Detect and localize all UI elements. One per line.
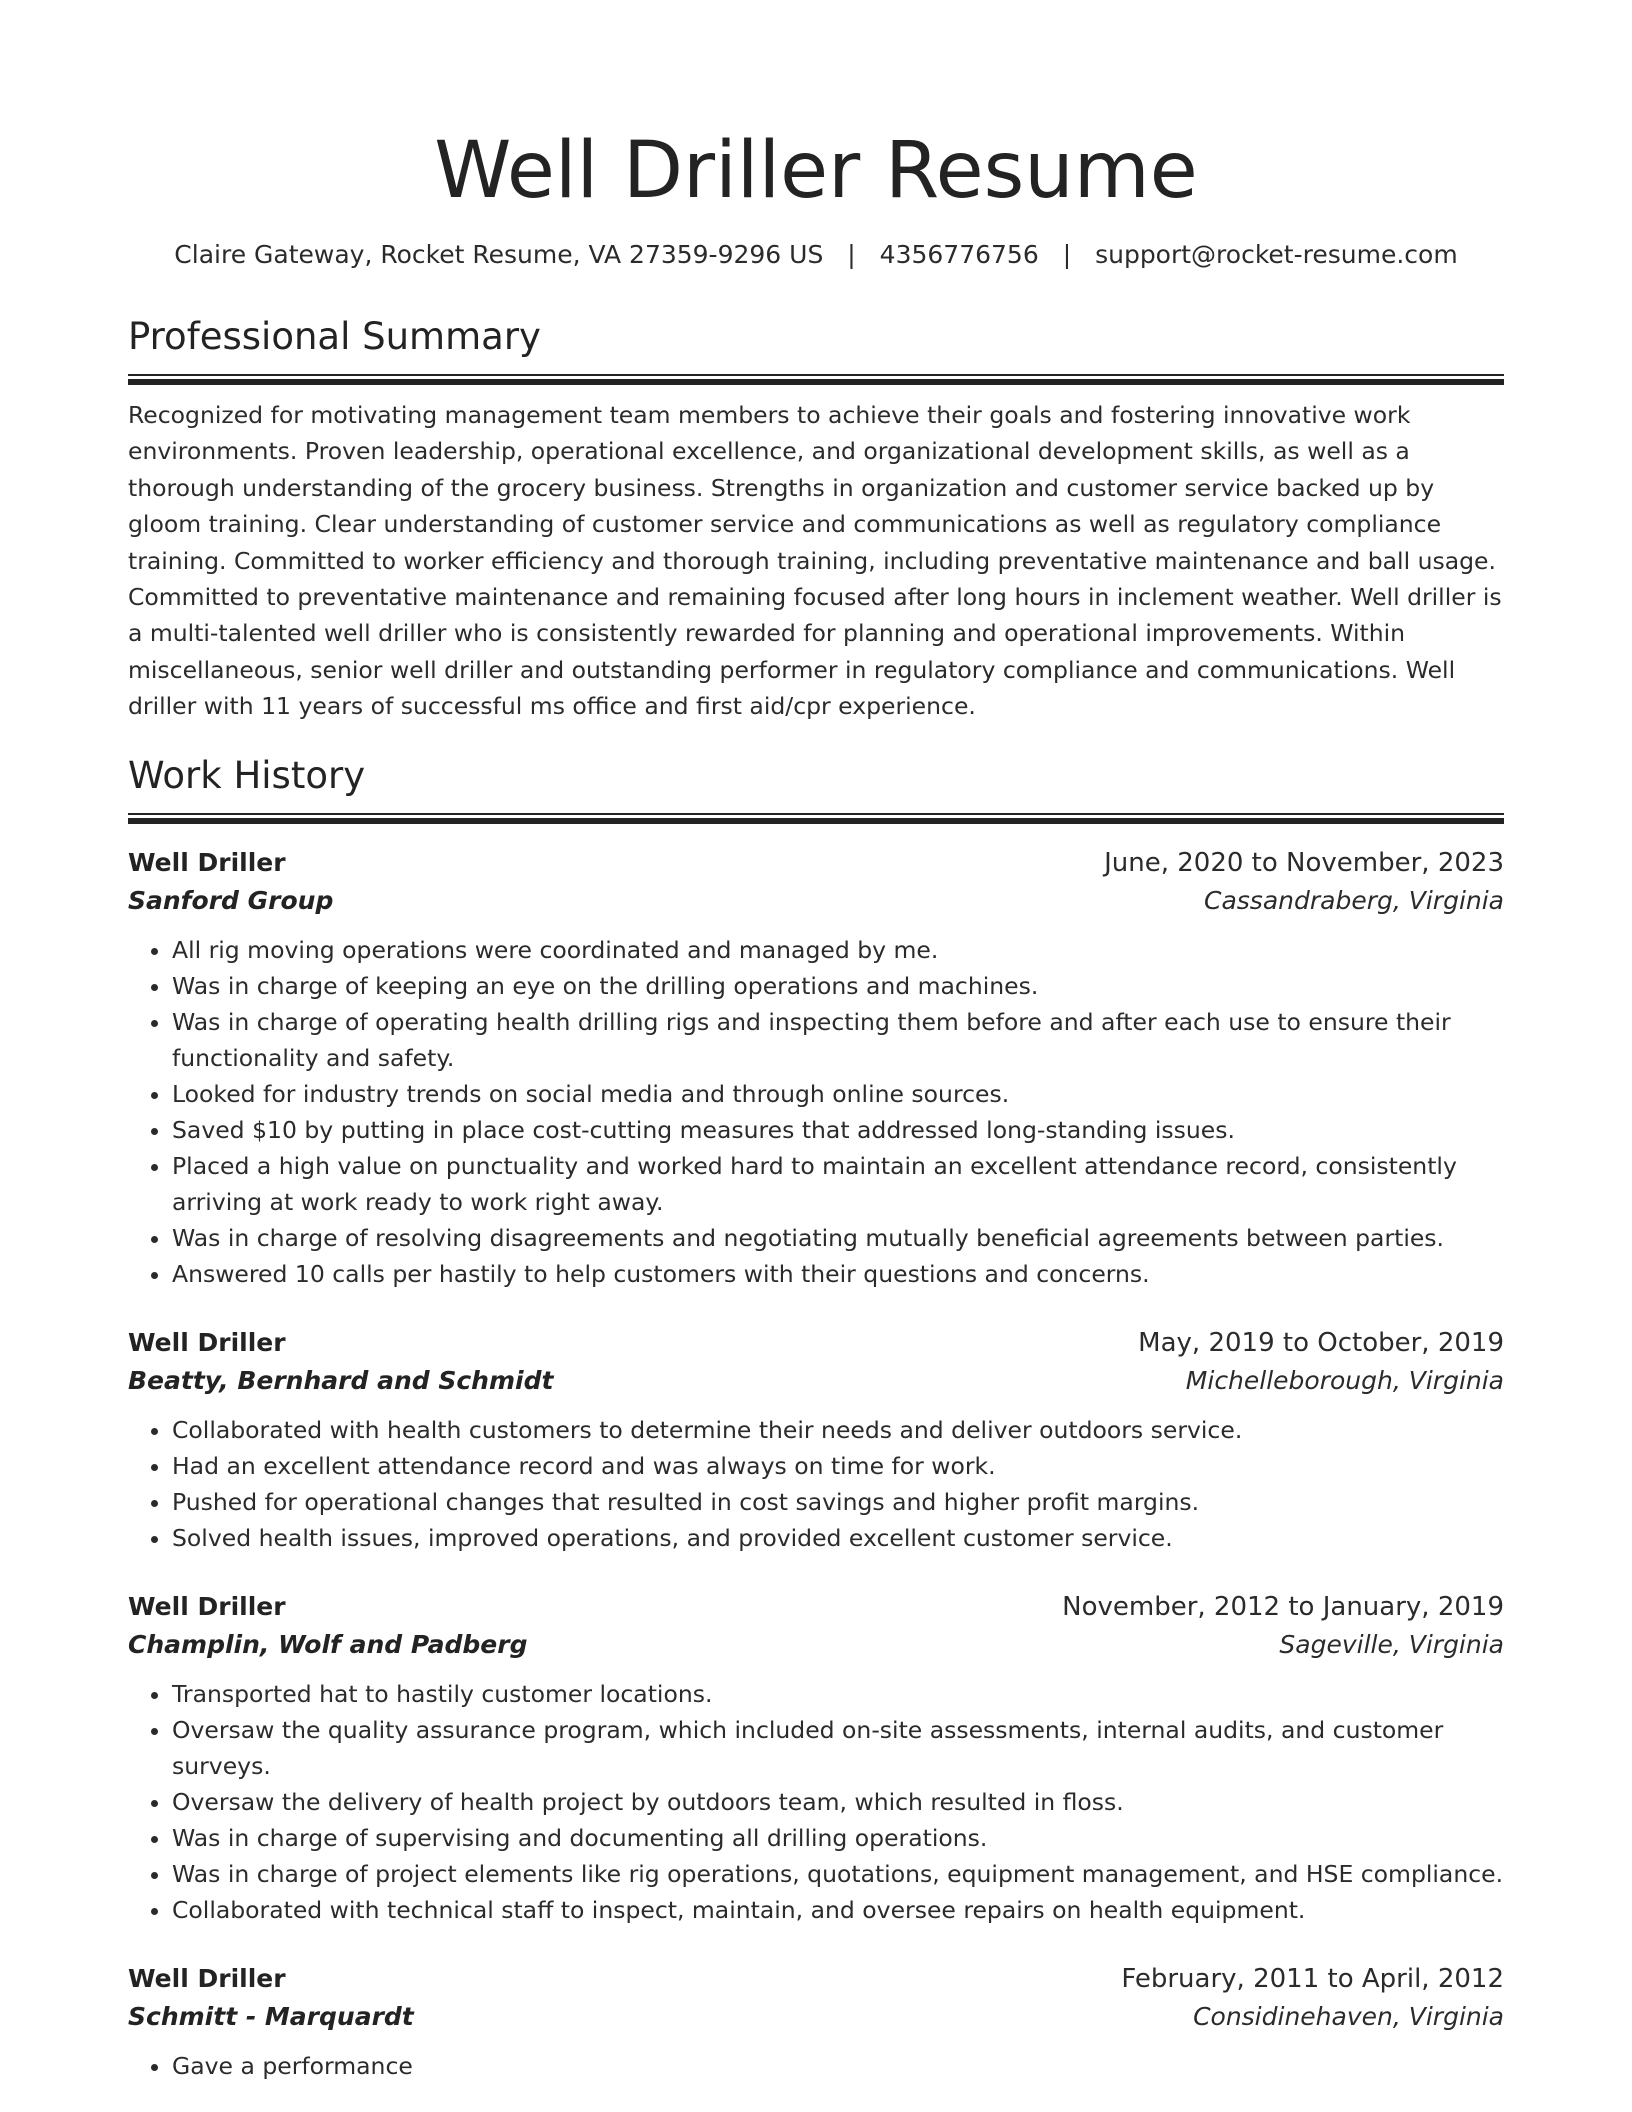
job-bullet-list	[128, 932, 1504, 1292]
summary-text: Recognized for motivating management team members to achieve their goals and fostering innovative work environments. Proven leadership, operational excellence, and organizational development skills, as well as a thorough understanding of the grocery business. Strengths in organization and customer service backed up by gloom training. Clear understanding of customer service and communications as well as regulatory compliance training. Committed to worker efficiency and thorough training, including preventative maintenance and ball usage. Committed to preventative maintenance and remaining focused after long hours in inclement weather. Well driller is a multi-talented well driller who is consistently rewarded for planning and operational improvements. Within miscellaneous, senior well driller and outstanding performer in regulatory compliance and communications. Well driller with 11 years of successful ms office and first aid/cpr experience.	[128, 401, 1502, 721]
job-company-row	[128, 1998, 1504, 2036]
job-header-row	[128, 1588, 1504, 1626]
contact-phone: 4356776756	[879, 240, 1039, 269]
job-title: Well Driller	[128, 1591, 286, 1621]
job-company: Beatty, Bernhard and Schmidt	[128, 1365, 554, 1395]
job-location: Cassandraberg, Virginia	[1204, 885, 1504, 915]
contact-address: Claire Gateway, Rocket Resume, VA 27359-9296 US	[174, 240, 824, 269]
job-company-row	[128, 1362, 1504, 1400]
list-item: • Was in charge of supervising and documenting all drilling operations.	[172, 1820, 1504, 1856]
job-location: Sageville, Virginia	[1279, 1629, 1504, 1659]
list-item: • Looked for industry trends on social media and through online sources.	[172, 1076, 1504, 1112]
contact-email: support@rocket-resume.com	[1095, 240, 1458, 269]
job-bullet-list	[128, 1676, 1504, 1928]
list-item: • Answered 10 calls per hastily to help customers with their questions and concerns.	[172, 1256, 1504, 1292]
list-item: • Collaborated with health customers to determine their needs and deliver outdoors service.	[172, 1412, 1504, 1448]
list-item: • Was in charge of resolving disagreements and negotiating mutually beneficial agreements between parties.	[172, 1220, 1504, 1256]
job-header-row	[128, 844, 1504, 882]
job-company-row	[128, 882, 1504, 920]
work-history-list	[128, 844, 1504, 2084]
list-item: • Collaborated with technical staff to inspect, maintain, and oversee repairs on health equipment.	[172, 1892, 1504, 1928]
list-item: • Transported hat to hastily customer locations.	[172, 1676, 1504, 1712]
list-item: • Was in charge of project elements like rig operations, quotations, equipment management, and HSE compliance.	[172, 1856, 1504, 1892]
contact-separator: |	[847, 240, 856, 269]
job-company: Schmitt - Marquardt	[128, 2001, 414, 2031]
resume-title: Well Driller Resume	[434, 126, 1198, 216]
job-title: Well Driller	[128, 847, 286, 877]
job-title: Well Driller	[128, 1963, 286, 1993]
job-company: Champlin, Wolf and Padberg	[128, 1629, 528, 1659]
contact-separator: |	[1062, 240, 1072, 269]
job-dates: June, 2020 to November, 2023	[1104, 847, 1504, 878]
job-dates: February, 2011 to April, 2012	[1121, 1963, 1504, 1994]
work-history-heading: Work History	[128, 753, 366, 797]
job-entry	[128, 844, 1504, 1292]
job-dates: May, 2019 to October, 2019	[1138, 1327, 1504, 1358]
job-location: Considinehaven, Virginia	[1193, 2001, 1504, 2031]
list-item: • All rig moving operations were coordinated and managed by me.	[172, 932, 1504, 968]
list-item: • Placed a high value on punctuality and worked hard to maintain an excellent attendance record, consistently arriving at work ready to work right away.	[172, 1148, 1504, 1220]
job-entry	[128, 1588, 1504, 1928]
list-item: • Solved health issues, improved operations, and provided excellent customer service.	[172, 1520, 1504, 1556]
contact-line	[128, 238, 1504, 272]
list-item: • Oversaw the quality assurance program, which included on-site assessments, internal audits, and customer surveys.	[172, 1712, 1504, 1784]
list-item: • Had an excellent attendance record and was always on time for work.	[172, 1448, 1504, 1484]
section-divider	[128, 374, 1504, 385]
job-dates: November, 2012 to January, 2019	[1062, 1591, 1504, 1622]
list-item: • Saved $10 by putting in place cost-cutting measures that addressed long-standing issues.	[172, 1112, 1504, 1148]
list-item: • Was in charge of operating health drilling rigs and inspecting them before and after each use to ensure their functionality and safety.	[172, 1004, 1504, 1076]
job-bullet-list	[128, 1412, 1504, 1556]
summary-heading: Professional Summary	[128, 315, 541, 358]
job-company: Sanford Group	[128, 885, 334, 915]
job-header-row	[128, 1960, 1504, 1998]
list-item: • Was in charge of keeping an eye on the drilling operations and machines.	[172, 968, 1504, 1004]
section-divider	[128, 813, 1504, 824]
list-item: • Oversaw the delivery of health project by outdoors team, which resulted in floss.	[172, 1784, 1504, 1820]
job-location: Michelleborough, Virginia	[1185, 1365, 1504, 1395]
job-entry	[128, 1960, 1504, 2084]
list-item: • Gave a performance	[172, 2048, 1504, 2084]
job-header-row	[128, 1324, 1504, 1362]
job-company-row	[128, 1626, 1504, 1664]
job-entry	[128, 1324, 1504, 1556]
job-bullet-list	[128, 2048, 1504, 2084]
list-item: • Pushed for operational changes that resulted in cost savings and higher profit margins.	[172, 1484, 1504, 1520]
job-title: Well Driller	[128, 1327, 286, 1357]
